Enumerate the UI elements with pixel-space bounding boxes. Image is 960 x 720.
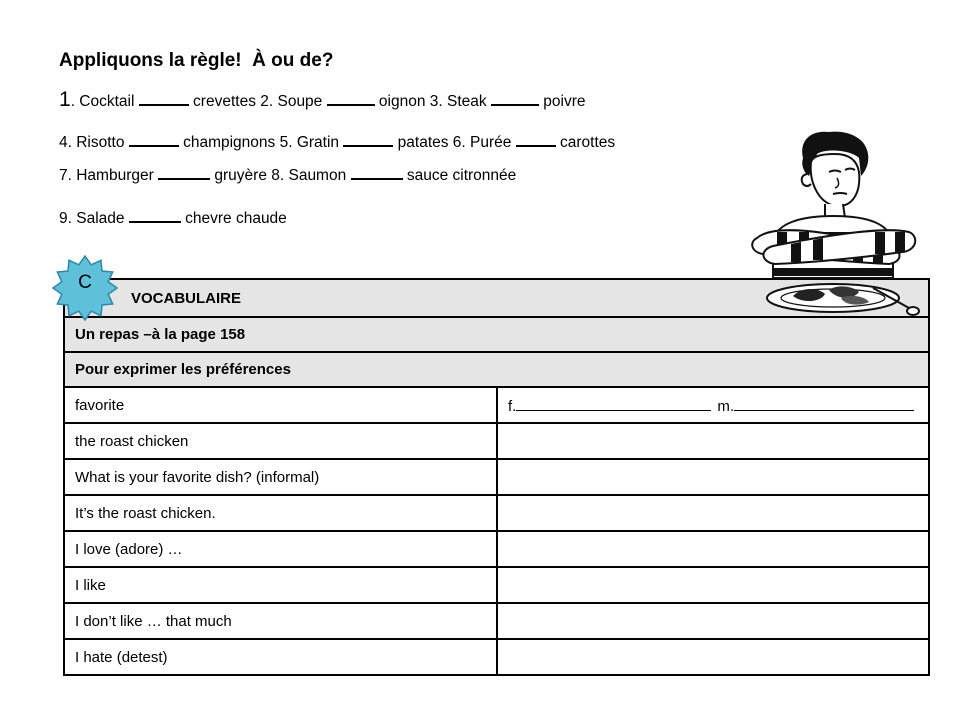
table-row xyxy=(64,423,929,459)
line3-text-1: 7. Hamburger xyxy=(59,167,159,184)
answer-blank-3[interactable] xyxy=(491,90,539,106)
answer-blank-6[interactable] xyxy=(516,131,556,147)
english-cell: What is your favorite dish? (informal) xyxy=(64,459,497,495)
table-row xyxy=(64,603,929,639)
answer-blank-8[interactable] xyxy=(351,164,403,180)
exercise-line-4 xyxy=(59,207,287,228)
answer-blank-5[interactable] xyxy=(343,131,393,147)
table-subheader-row xyxy=(64,317,929,352)
exercise-line-1 xyxy=(59,88,585,112)
french-cell[interactable] xyxy=(497,531,929,567)
english-cell: I love (adore) … xyxy=(64,531,497,567)
english-cell: I don’t like … that much xyxy=(64,603,497,639)
english-cell: I hate (detest) xyxy=(64,639,497,675)
table-subheader-row xyxy=(64,352,929,387)
english-cell: the roast chicken xyxy=(64,423,497,459)
french-cell[interactable] xyxy=(497,387,929,423)
english-cell: It’s the roast chicken. xyxy=(64,495,497,531)
answer-blank-4[interactable] xyxy=(129,131,179,147)
line2-text-1: 4. Risotto xyxy=(59,134,129,151)
english-cell: I like xyxy=(64,567,497,603)
exercise-title: Appliquons la règle! À ou de? xyxy=(59,50,334,71)
line1-text-4: poivre xyxy=(538,93,586,110)
table-row xyxy=(64,387,929,423)
answer-blank-1[interactable] xyxy=(139,90,189,106)
line1-text-2: crevettes 2. Soupe xyxy=(188,93,327,110)
french-cell[interactable] xyxy=(497,567,929,603)
french-cell[interactable] xyxy=(497,423,929,459)
line3-text-3: sauce citronnée xyxy=(402,167,517,184)
line4-text-2: chevre chaude xyxy=(180,210,287,227)
french-cell[interactable] xyxy=(497,603,929,639)
masculine-label: m. xyxy=(717,397,735,415)
line1-number: 1 xyxy=(59,88,71,111)
line1-text-3: oignon 3. Steak xyxy=(374,93,491,110)
french-cell[interactable] xyxy=(497,459,929,495)
table-row xyxy=(64,639,929,675)
french-cell[interactable] xyxy=(497,495,929,531)
line4-text-1: 9. Salade xyxy=(59,210,129,227)
section-badge-letter: C xyxy=(78,272,92,293)
line2-text-2: champignons 5. Gratin xyxy=(178,134,344,151)
answer-blank-2[interactable] xyxy=(327,90,375,106)
masculine-blank[interactable] xyxy=(734,396,914,411)
table-row xyxy=(64,567,929,603)
answer-blank-9[interactable] xyxy=(129,207,181,223)
french-cell[interactable] xyxy=(497,639,929,675)
vocabulary-table xyxy=(63,278,930,676)
line1-text-1: . Cocktail xyxy=(70,93,139,110)
english-cell: favorite xyxy=(64,387,497,423)
table-row xyxy=(64,531,929,567)
boy-refusing-food-icon xyxy=(733,128,933,320)
table-row xyxy=(64,495,929,531)
vocabulary-heading: VOCABULAIRE xyxy=(64,279,929,317)
feminine-blank[interactable] xyxy=(516,396,711,411)
table-row xyxy=(64,459,929,495)
feminine-label: f. xyxy=(508,397,517,415)
answer-blank-7[interactable] xyxy=(158,164,210,180)
line3-text-2: gruyère 8. Saumon xyxy=(210,167,351,184)
line2-text-4: carottes xyxy=(555,134,616,151)
line2-text-3: patates 6. Purée xyxy=(393,134,516,151)
exercise-line-3 xyxy=(59,164,516,185)
subheading-preferences: Pour exprimer les préférences xyxy=(64,352,929,387)
subheading-meal: Un repas –à la page 158 xyxy=(64,317,929,352)
exercise-line-2 xyxy=(59,131,615,152)
